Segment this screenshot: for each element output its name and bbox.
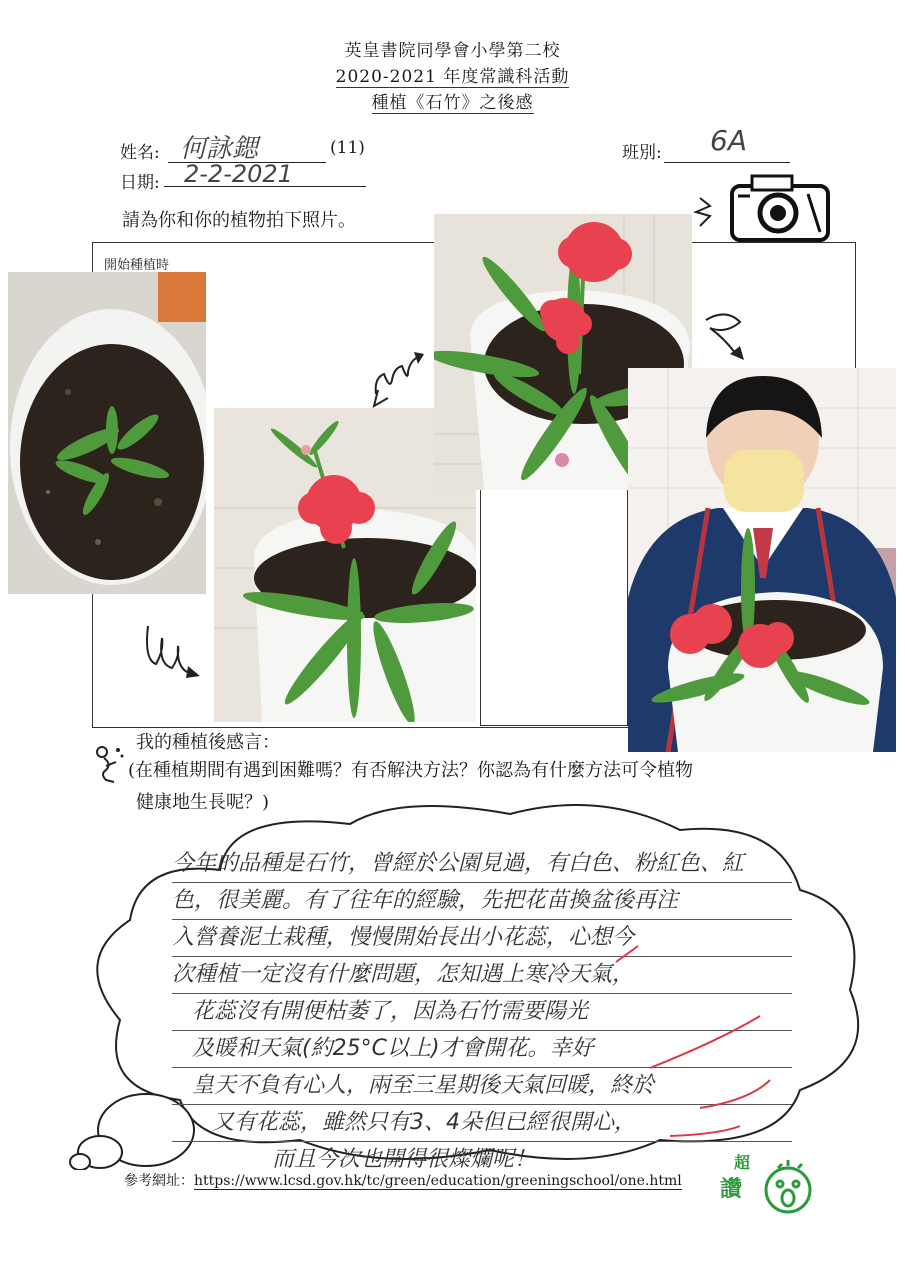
reflection-line: 入營養泥土栽種，慢慢開始長出小花蕊，心想今 bbox=[172, 920, 792, 957]
name-label: 姓名: bbox=[120, 143, 160, 163]
date-label: 日期: bbox=[120, 173, 160, 193]
reflection-line: 今年的品種是石竹，曾經於公園見過，有白色、粉紅色、紅 bbox=[172, 846, 792, 883]
reflection-line: 色，很美麗。有了往年的經驗，先把花苗換盆後再注 bbox=[172, 883, 792, 920]
reflection-line: 及暖和天氣(約25°C以上)才會開花。幸好 bbox=[172, 1031, 792, 1068]
reflection-question-2: 健康地生長呢？) bbox=[136, 792, 270, 813]
reference-label: 參考網址： bbox=[124, 1173, 194, 1189]
reflection-line: 次種植一定沒有什麼問題，怎知遇上寒冷天氣， bbox=[172, 957, 792, 994]
class-value: 6A bbox=[710, 124, 747, 157]
class-number: (11) bbox=[330, 138, 365, 158]
reflection-line: 花蕊沒有開便枯萎了，因為石竹需要陽光 bbox=[172, 994, 792, 1031]
arrow-doodle-3-icon bbox=[140, 620, 204, 682]
arrow-doodle-2-icon bbox=[696, 304, 756, 366]
reference-url[interactable]: https://www.lcsd.gov.hk/tc/green/education/greeningschool/one.html bbox=[194, 1173, 682, 1189]
activity-title: 2020-2021 年度常識科活動 bbox=[335, 67, 570, 87]
camera-icon bbox=[688, 168, 838, 246]
photo-instruction: 請為你和你的植物拍下照片。 bbox=[122, 210, 356, 231]
reflection-line: 皇天不負有心人，兩至三星期後天氣回暖，終於 bbox=[172, 1068, 792, 1105]
reflection-line: 而且今次也開得很燦爛呢！ bbox=[272, 1147, 537, 1172]
reference bbox=[124, 1170, 682, 1190]
name-value: 何詠鍶 bbox=[180, 134, 259, 164]
school-name: 英皇書院同學會小學第二校 bbox=[344, 41, 561, 61]
class-label: 班別: bbox=[622, 143, 662, 163]
reflection-title: 我的種植後感言： bbox=[136, 732, 280, 753]
thinking-figure-icon bbox=[92, 744, 128, 784]
smiley-face-icon bbox=[758, 1160, 818, 1216]
reflection-line: 又有花蕊，雖然只有3、4朵但已經很開心， bbox=[172, 1105, 792, 1142]
stamp-text-top: 超 bbox=[734, 1153, 751, 1172]
stamp-text-bottom: 讚 bbox=[720, 1177, 743, 1202]
photo-student-with-plant bbox=[628, 368, 896, 752]
start-planting-label: 開始種植時 bbox=[104, 258, 170, 273]
photo-seedling bbox=[8, 272, 206, 594]
reflection-question-1: (在種植期間有遇到困難嗎？有否解決方法？你認為有什麼方法可令植物 bbox=[128, 760, 694, 781]
arrow-doodle-1-icon bbox=[368, 350, 430, 412]
photo-frame-inner bbox=[480, 486, 628, 726]
praise-stamp bbox=[716, 1150, 836, 1220]
date-value: 2-2-2021 bbox=[184, 160, 293, 188]
topic-title: 種植《石竹》之後感 bbox=[371, 93, 534, 113]
teacher-marks bbox=[610, 940, 780, 1150]
